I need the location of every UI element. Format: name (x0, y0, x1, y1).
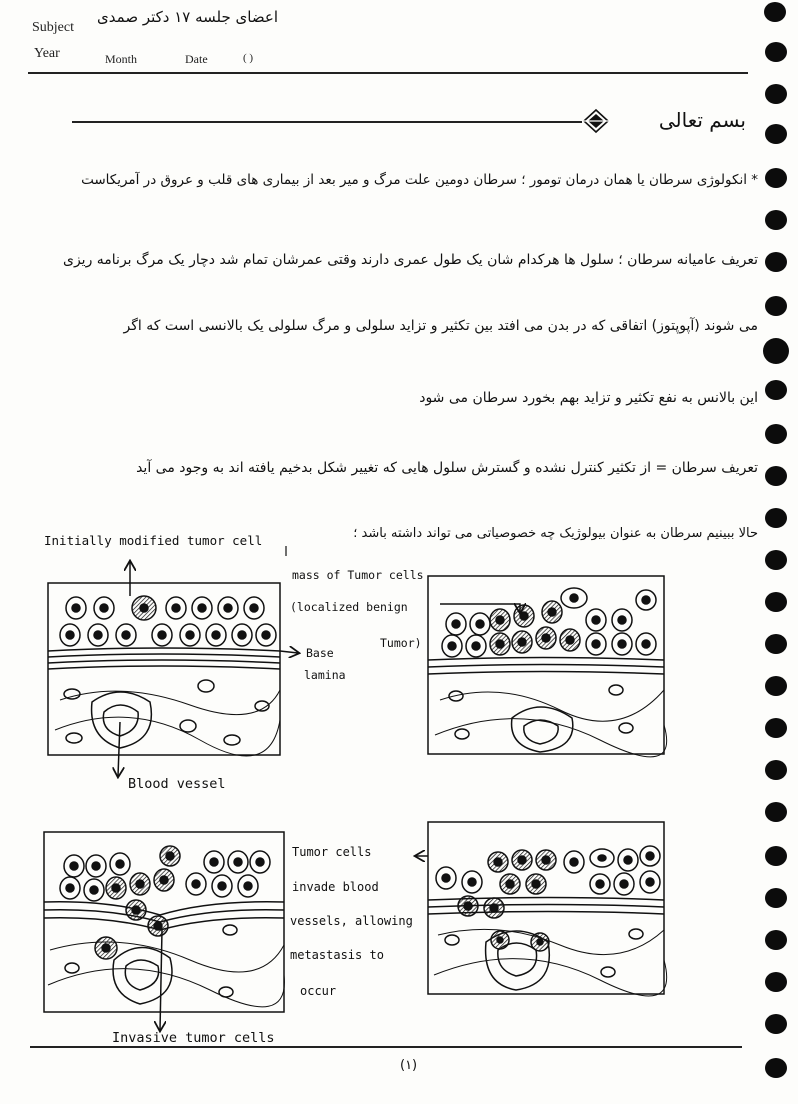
note-line-5: تعریف سرطان = از تکثیر کنترل نشده و گسترش سلول هایی که تغییر شکل بدخیم یافته اند به وجود می آید (136, 460, 758, 476)
label-invade-2: invade blood (292, 880, 379, 894)
year-label: Year (34, 46, 60, 61)
label-mass-1: mass of Tumor cells (292, 568, 424, 582)
month-label: Month (105, 52, 138, 66)
label-invasive: Invasive tumor cells (112, 1030, 275, 1046)
footer-rule (30, 1046, 742, 1048)
label-mass-2: (localized benign (290, 600, 408, 614)
date-label: Date (185, 52, 208, 66)
label-invade-1: Tumor cells (292, 845, 372, 859)
panel-1-cells (60, 596, 276, 646)
label-base-2: lamina (304, 668, 346, 682)
note-line-1: * انکولوژی سرطان یا همان درمان تومور ؛ سرطان دومین علت مرگ و میر بعد از بیماری های قلب و عروق در آمریکاست (81, 172, 758, 188)
date-paren: ( ) (243, 52, 254, 64)
note-line-2: تعریف عامیانه سرطان ؛ سلول ها هرکدام شان یک طول عمری دارند وقتی عمرشان تمام شد دچار یک مرگ برنامه ریزی (62, 252, 758, 268)
subject-label: Subject (32, 20, 74, 35)
panel-2-cells (442, 588, 656, 657)
label-invade-5: occur (300, 984, 337, 998)
page-number: (۱) (400, 1058, 418, 1073)
label-mass-3: Tumor) (380, 636, 422, 650)
subject-value: اعضای جلسه ۱۷ دکتر صمدی (97, 8, 278, 26)
label-base-1: Base (306, 646, 334, 660)
label-invade-4: metastasis to (290, 948, 384, 962)
label-blood-vessel: Blood vessel (128, 776, 226, 792)
bismillah-text: بسم تعالی (658, 108, 746, 132)
note-line-3: می شوند (آپوپتوز) اتفاقی که در بدن می افتد بین تکثیر و تزاید سلولی و مرگ سلولی یک بالانسی است که اگر (123, 318, 758, 334)
label-invade-3: vessels, allowing (290, 914, 413, 928)
label-initially-modified: Initially modified tumor cell (44, 533, 263, 548)
note-line-4: این بالانس به نفع تکثیر و تزاید بهم بخورد سرطان می شود (419, 390, 758, 406)
panel-normal (48, 583, 280, 755)
note-line-6: حالا ببینیم سرطان به عنوان بیولوژیک چه خصوصیاتی می تواند داشته باشد ؛ (353, 526, 758, 541)
